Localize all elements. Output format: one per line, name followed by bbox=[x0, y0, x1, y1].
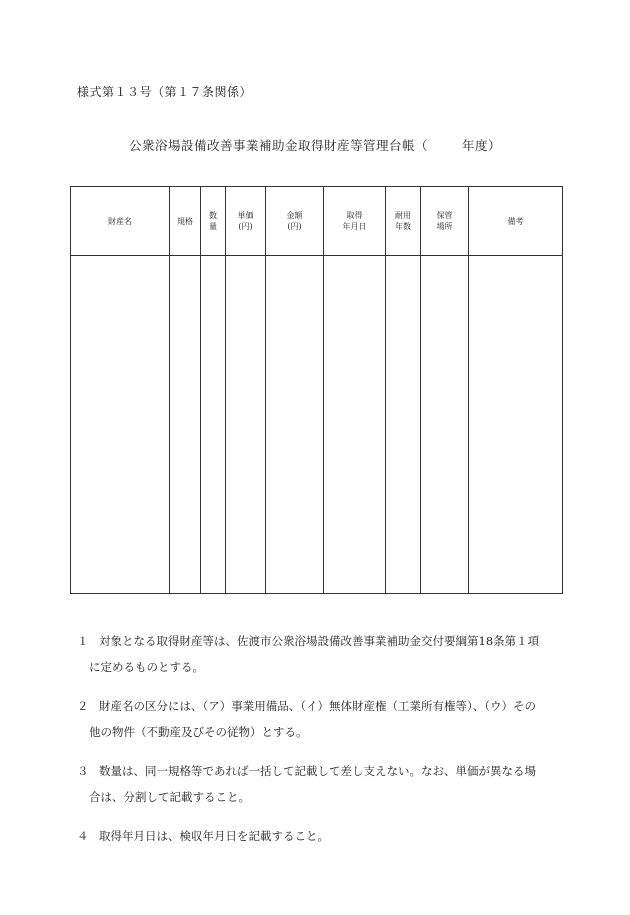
note-number: １ bbox=[77, 634, 89, 648]
header-label: (円) bbox=[287, 222, 302, 231]
header-unit-price bbox=[226, 187, 266, 256]
note-text-continued: 他の物件（不動産及びその従物）とする。 bbox=[89, 725, 308, 739]
note-2 bbox=[77, 693, 567, 745]
page-title bbox=[0, 136, 630, 154]
title-suffix: 年度） bbox=[462, 138, 502, 153]
notes bbox=[77, 628, 567, 862]
note-number: ２ bbox=[77, 699, 89, 713]
header-spec bbox=[170, 187, 201, 256]
header-label: 財産名 bbox=[108, 216, 132, 226]
header-label: 数 bbox=[209, 211, 217, 220]
cell-storage-location[interactable] bbox=[421, 256, 469, 594]
header-property-name bbox=[71, 187, 170, 256]
cell-spec[interactable] bbox=[170, 256, 201, 594]
header-label: 規格 bbox=[177, 216, 193, 226]
note-4 bbox=[77, 823, 567, 849]
entry-row bbox=[71, 256, 563, 594]
header-amount bbox=[266, 187, 324, 256]
header-label: (円) bbox=[238, 222, 253, 231]
header-label: 年月日 bbox=[342, 222, 367, 231]
header-label: 単価 bbox=[237, 211, 254, 220]
header-label: 保管 bbox=[436, 211, 453, 220]
header-acquisition-date bbox=[324, 187, 386, 256]
cell-remarks[interactable] bbox=[469, 256, 563, 594]
header-label: 量 bbox=[209, 222, 217, 231]
note-text: 数量は、同一規格等であれば一括して記載して差し支えない。なお、単価が異なる場 bbox=[99, 764, 536, 778]
cell-useful-life[interactable] bbox=[386, 256, 421, 594]
note-number: ４ bbox=[77, 829, 89, 843]
cell-unit-price[interactable] bbox=[226, 256, 266, 594]
cell-property-name[interactable] bbox=[71, 256, 170, 594]
header-remarks bbox=[469, 187, 563, 256]
cell-quantity[interactable] bbox=[201, 256, 226, 594]
header-label: 金額 bbox=[286, 211, 303, 220]
form-number: 様式第１３号（第１７条関係） bbox=[77, 85, 253, 99]
note-number: ３ bbox=[77, 764, 89, 778]
title-main: 公衆浴場設備改善事業補助金取得財産等管理台帳（ bbox=[128, 138, 428, 153]
note-1 bbox=[77, 628, 567, 680]
header-label: 場所 bbox=[436, 222, 453, 231]
cell-acquisition-date[interactable] bbox=[324, 256, 386, 594]
note-text: 対象となる取得財産等は、佐渡市公衆浴場設備改善事業補助金交付要綱第18条第１項 bbox=[99, 634, 540, 648]
cell-amount[interactable] bbox=[266, 256, 324, 594]
note-3 bbox=[77, 758, 567, 810]
header-useful-life bbox=[386, 187, 421, 256]
header-row bbox=[71, 187, 563, 256]
header-quantity bbox=[201, 187, 226, 256]
note-text: 財産名の区分には、（ア）事業用備品、（イ）無体財産権（工業所有権等）、（ウ）その bbox=[99, 699, 536, 713]
header-label: 耐用 bbox=[395, 211, 411, 220]
note-text-continued: に定めるものとする。 bbox=[89, 660, 204, 674]
note-text: 取得年月日は、検収年月日を記載すること。 bbox=[99, 829, 329, 843]
property-register-table bbox=[70, 186, 563, 594]
note-text-continued: 合は、分割して記載すること。 bbox=[89, 790, 250, 804]
header-label: 備考 bbox=[507, 216, 524, 226]
header-label: 取得 bbox=[346, 211, 363, 220]
header-label: 年数 bbox=[395, 222, 411, 231]
header-storage-location bbox=[421, 187, 469, 256]
